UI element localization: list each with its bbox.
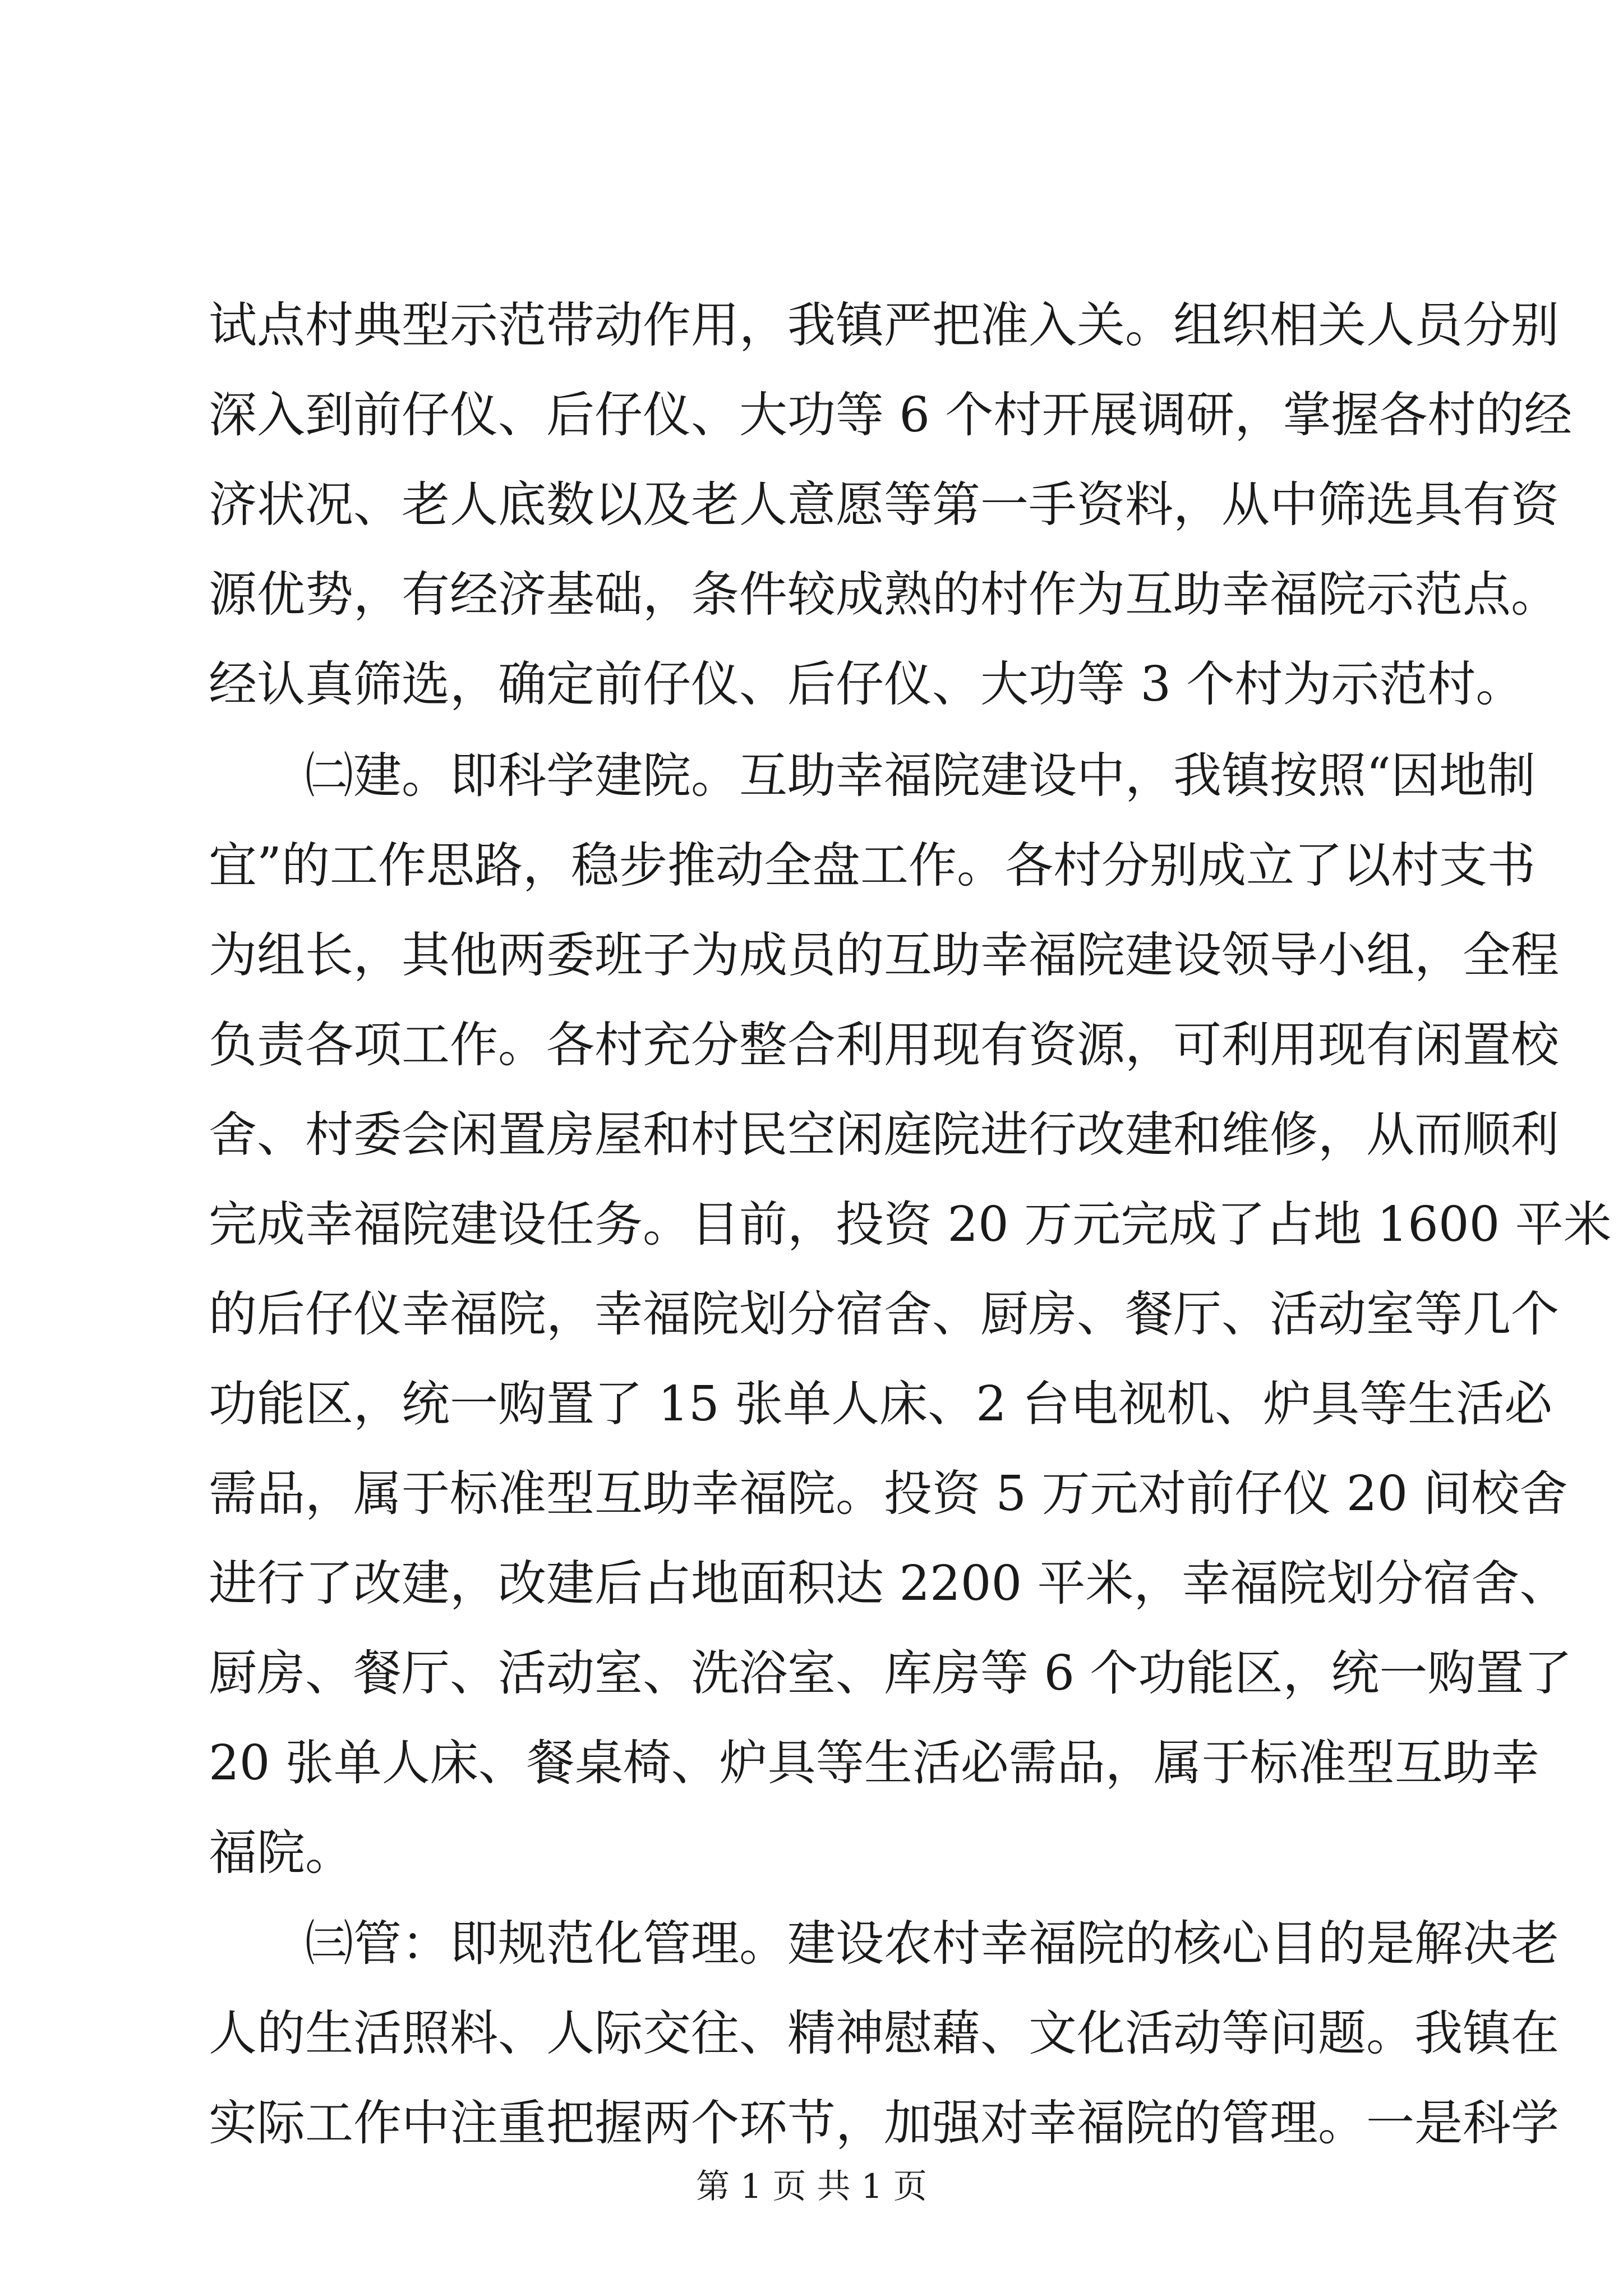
paragraph-line: 舍、村委会闲置房屋和村民空闲庭院进行改建和维修，从而顺利	[209, 1107, 1559, 1163]
paragraph-line: 源优势，有经济基础，条件较成熟的村作为互助幸福院示范点。	[209, 567, 1559, 623]
paragraph-line: 厨房、餐厅、活动室、洗浴室、库房等 6 个功能区，统一购置了	[209, 1645, 1573, 1701]
paragraph-line: 的后仔仪幸福院，幸福院划分宿舍、厨房、餐厅、活动室等几个	[209, 1286, 1559, 1342]
paragraph-line: 为组长，其他两委班子为成员的互助幸福院建设领导小组，全程	[209, 927, 1559, 983]
paragraph-line: 20 张单人床、餐桌椅、炉具等生活必需品，属于标准型互助幸	[209, 1735, 1539, 1791]
paragraph-line: 福院。	[209, 1825, 353, 1881]
paragraph-line: 功能区，统一购置了 15 张单人床、2 台电视机、炉具等生活必	[209, 1376, 1553, 1432]
paragraph-line: ㈡建。即科学建院。互助幸福院建设中，我镇按照“因地制	[305, 748, 1536, 804]
page-footer: 第 1 页 共 1 页	[696, 2167, 927, 2206]
paragraph-line: 完成幸福院建设任务。目前，投资 20 万元完成了占地 1600 平米	[209, 1197, 1612, 1253]
paragraph-line: 需品，属于标准型互助幸福院。投资 5 万元对前仔仪 20 间校舍	[209, 1466, 1568, 1522]
paragraph-line: 宜”的工作思路，稳步推动全盘工作。各村分别成立了以村支书	[209, 838, 1536, 894]
paragraph-line: 试点村典型示范带动作用，我镇严把准入关。组织相关人员分别	[209, 297, 1559, 353]
paragraph-line: 深入到前仔仪、后仔仪、大功等 6 个村开展调研，掌握各村的经	[209, 387, 1573, 443]
paragraph-line: ㈢管：即规范化管理。建设农村幸福院的核心目的是解决老	[305, 1916, 1559, 1972]
paragraph-line: 济状况、老人底数以及老人意愿等第一手资料，从中筛选具有资	[209, 477, 1559, 533]
paragraph-line: 人的生活照料、人际交往、精神慰藉、文化活动等问题。我镇在	[209, 2005, 1559, 2062]
paragraph-line: 进行了改建，改建后占地面积达 2200 平米，幸福院划分宿舍、	[209, 1556, 1568, 1612]
paragraph-line: 负责各项工作。各村充分整合利用现有资源，可利用现有闲置校	[209, 1017, 1559, 1073]
paragraph-line: 实际工作中注重把握两个环节，加强对幸福院的管理。一是科学	[209, 2095, 1559, 2151]
paragraph-line: 经认真筛选，确定前仔仪、后仔仪、大功等 3 个村为示范村。	[209, 656, 1524, 712]
